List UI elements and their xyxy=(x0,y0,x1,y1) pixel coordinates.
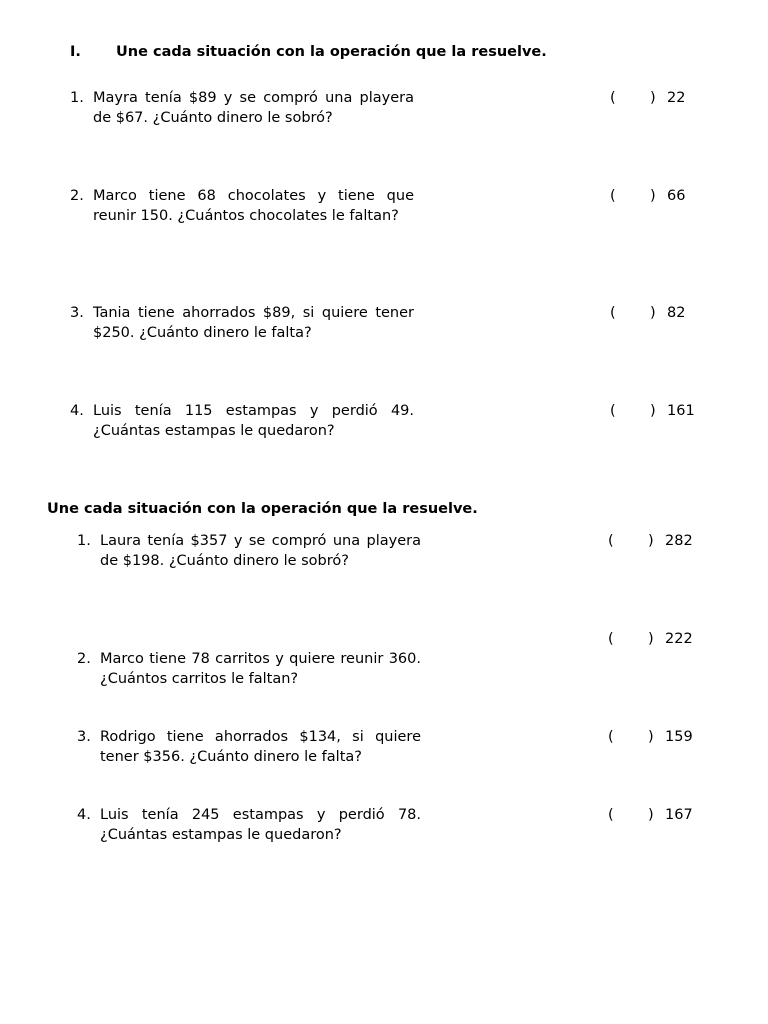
s2-item-4-text: Luis tenía 245 estampas y perdió 78. ¿Cuántas estampas le quedaron? xyxy=(100,807,421,843)
answer-blank-open: ( xyxy=(610,305,616,321)
s2-item-1-text: Laura tenía $357 y se compró una playera de $198. ¿Cuánto dinero le sobró? xyxy=(100,533,421,569)
answer-blank-close: ) xyxy=(650,90,656,106)
answer-blank-close: ) xyxy=(650,188,656,204)
s1-item-2-text: Marco tiene 68 chocolates y tiene que reunir 150. ¿Cuántos chocolates le faltan? xyxy=(93,188,414,224)
answer-blank-open: ( xyxy=(608,807,614,823)
answer-blank-open: ( xyxy=(608,533,614,549)
section-1-roman-numeral: I. xyxy=(70,44,81,60)
answer-blank-open: ( xyxy=(608,729,614,745)
s2-item-2-number: 2. xyxy=(77,651,91,667)
s2-answer-2: 222 xyxy=(665,631,693,647)
s1-item-1-number: 1. xyxy=(70,90,84,106)
s2-answer-1: 282 xyxy=(665,533,693,549)
s1-answer-1: 22 xyxy=(667,90,686,106)
answer-blank-open: ( xyxy=(608,631,614,647)
section-2-heading: Une cada situación con la operación que la resuelve. xyxy=(47,501,478,517)
answer-blank-close: ) xyxy=(648,631,654,647)
answer-blank-close: ) xyxy=(650,403,656,419)
answer-blank-close: ) xyxy=(648,729,654,745)
s2-item-1-number: 1. xyxy=(77,533,91,549)
s1-answer-3: 82 xyxy=(667,305,686,321)
s1-item-2-number: 2. xyxy=(70,188,84,204)
s1-item-4-text: Luis tenía 115 estampas y perdió 49. ¿Cuántas estampas le quedaron? xyxy=(93,403,414,439)
s2-item-2-text: Marco tiene 78 carritos y quiere reunir 360. ¿Cuántos carritos le faltan? xyxy=(100,651,421,687)
answer-blank-close: ) xyxy=(650,305,656,321)
s2-item-3-number: 3. xyxy=(77,729,91,745)
answer-blank-open: ( xyxy=(610,188,616,204)
s1-item-3-number: 3. xyxy=(70,305,84,321)
s1-answer-4: 161 xyxy=(667,403,695,419)
s2-item-4-number: 4. xyxy=(77,807,91,823)
s1-answer-2: 66 xyxy=(667,188,686,204)
s1-item-3-text: Tania tiene ahorrados $89, si quiere tener $250. ¿Cuánto dinero le falta? xyxy=(93,305,414,341)
s2-answer-3: 159 xyxy=(665,729,693,745)
answer-blank-open: ( xyxy=(610,90,616,106)
answer-blank-open: ( xyxy=(610,403,616,419)
s2-item-3-text: Rodrigo tiene ahorrados $134, si quiere tener $356. ¿Cuánto dinero le falta? xyxy=(100,729,421,765)
s2-answer-4: 167 xyxy=(665,807,693,823)
s1-item-4-number: 4. xyxy=(70,403,84,419)
answer-blank-close: ) xyxy=(648,533,654,549)
section-1-heading: Une cada situación con la operación que la resuelve. xyxy=(116,44,547,60)
answer-blank-close: ) xyxy=(648,807,654,823)
s1-item-1-text: Mayra tenía $89 y se compró una playera de $67. ¿Cuánto dinero le sobró? xyxy=(93,90,414,126)
